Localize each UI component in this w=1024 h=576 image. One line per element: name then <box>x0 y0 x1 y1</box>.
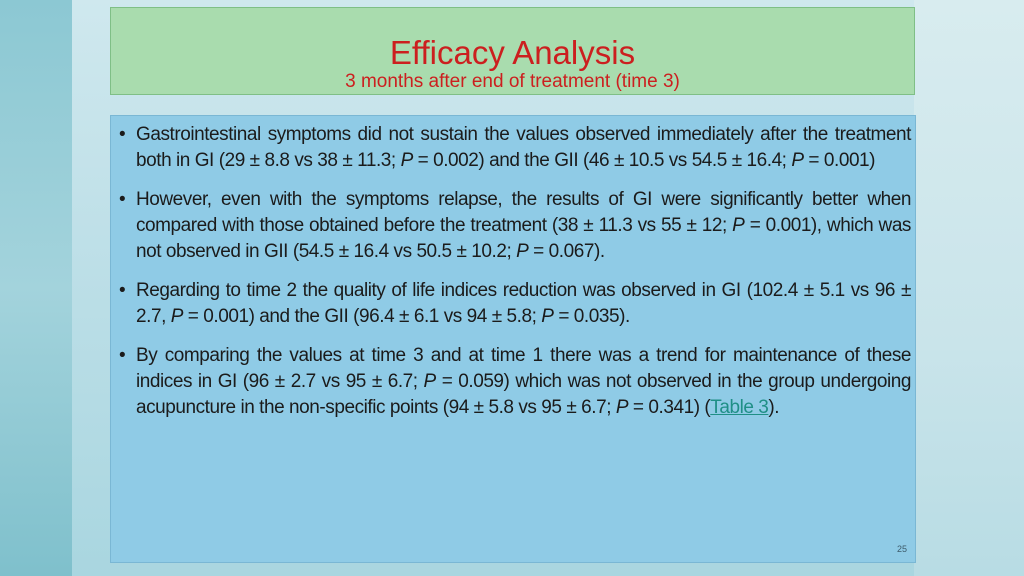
bullet-item: • However, even with the symptoms relapse, the results of GI were significantly better when compared with those obtained before the treatment (38 ± 11.3 vs 55 ± 12; P = 0.001), which was not observed in GII (54.5 ± 16.4 vs 50.5 ± 10.2; P = 0.067). <box>117 187 911 265</box>
bullet-item: • Regarding to time 2 the quality of life indices reduction was observed in GI (102.4 ± 5.1 vs 96 ± 2.7, P = 0.001) and the GII (96.4 ± 6.1 vs 94 ± 5.8; P = 0.035). <box>117 278 911 330</box>
background-left-panel <box>0 0 72 576</box>
table-3-link[interactable]: Table 3 <box>710 397 769 418</box>
slide-number: 25 <box>896 544 907 554</box>
background-right-panel <box>914 0 1024 576</box>
bullet-text: By comparing the values at time 3 and at time 1 there was a trend for maintenance of these indices in GI (96 ± 2.7 vs 95 ± 6.7; P = 0.059) which was not observed in the group undergoing acupuncture in the non-specific points (94 ± 5.8 vs 95 ± 6.7; P = 0.341) ( <box>136 345 912 418</box>
bullet-text-end: ). <box>768 397 780 418</box>
bullet-item: • Gastrointestinal symptoms did not sustain the values observed immediately after the treatment both in GI (29 ± 8.8 vs 38 ± 11.3; P = 0.002) and the GII (46 ± 10.5 vs 54.5 ± 16.4; P = 0.001) <box>117 122 911 174</box>
slide-subtitle: 3 months after end of treatment (time 3) <box>345 71 680 92</box>
bullet-list <box>117 122 911 421</box>
bullet-item <box>117 343 911 421</box>
title-box <box>110 7 915 95</box>
slide-title: Efficacy Analysis <box>389 34 636 71</box>
content-box <box>110 115 916 563</box>
